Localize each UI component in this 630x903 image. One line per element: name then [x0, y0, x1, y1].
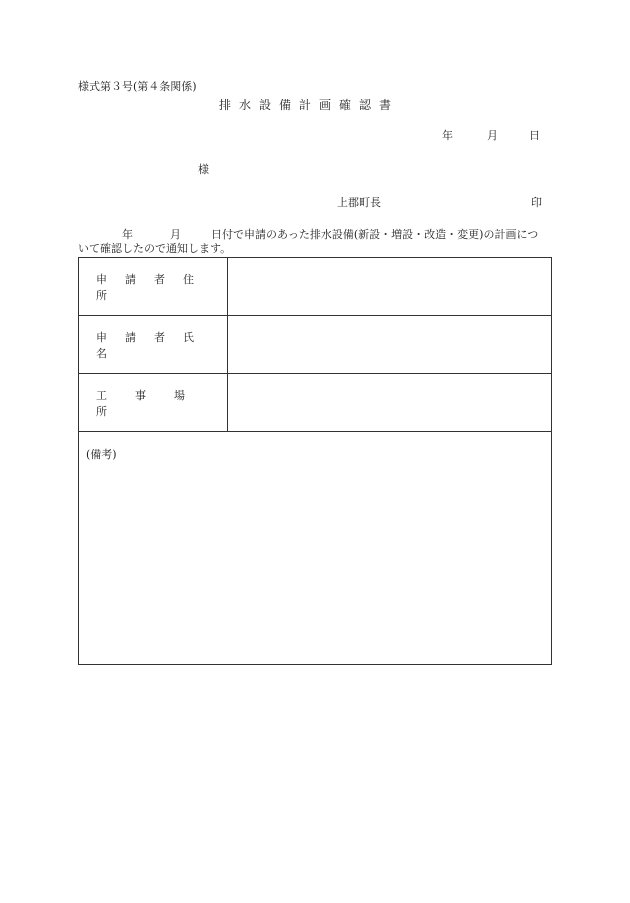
table-row-site [79, 374, 551, 432]
applicant-name-field[interactable] [228, 316, 551, 373]
application-table [78, 257, 552, 665]
label-construction-site: 工事場所 [96, 388, 213, 418]
remarks-section [79, 432, 551, 664]
body-text-line1 [78, 228, 552, 242]
date-line [442, 129, 542, 143]
date-month: 月 [487, 129, 498, 142]
label-cell-name [79, 316, 228, 373]
seal-mark: 印 [531, 196, 542, 209]
date-year: 年 [442, 129, 453, 142]
issuer-name: 上郡町長 [337, 196, 381, 209]
body-month: 月 [170, 228, 181, 241]
body-line1-rest: 日付で申請のあった排水設備(新設・増設・改造・変更)の計画につ [211, 228, 539, 241]
date-day: 日 [529, 129, 540, 142]
body-text-line2: いて確認したので通知します。 [78, 242, 232, 255]
label-cell-site [79, 374, 228, 431]
body-year: 年 [122, 228, 133, 241]
label-cell-address [79, 258, 228, 315]
document-title: 排水設備計画確認書 [219, 98, 400, 112]
form-number: 様式第３号(第４条関係) [78, 80, 197, 93]
table-row-name [79, 316, 551, 374]
construction-site-field[interactable] [228, 374, 551, 431]
remarks-field[interactable] [86, 466, 544, 657]
addressee-suffix: 様 [198, 163, 209, 176]
label-applicant-name: 申請者氏名 [96, 330, 212, 360]
table-row-address [79, 258, 551, 316]
applicant-address-field[interactable] [228, 258, 551, 315]
remarks-label: (備考) [86, 448, 117, 461]
label-applicant-address: 申請者住所 [96, 272, 212, 302]
